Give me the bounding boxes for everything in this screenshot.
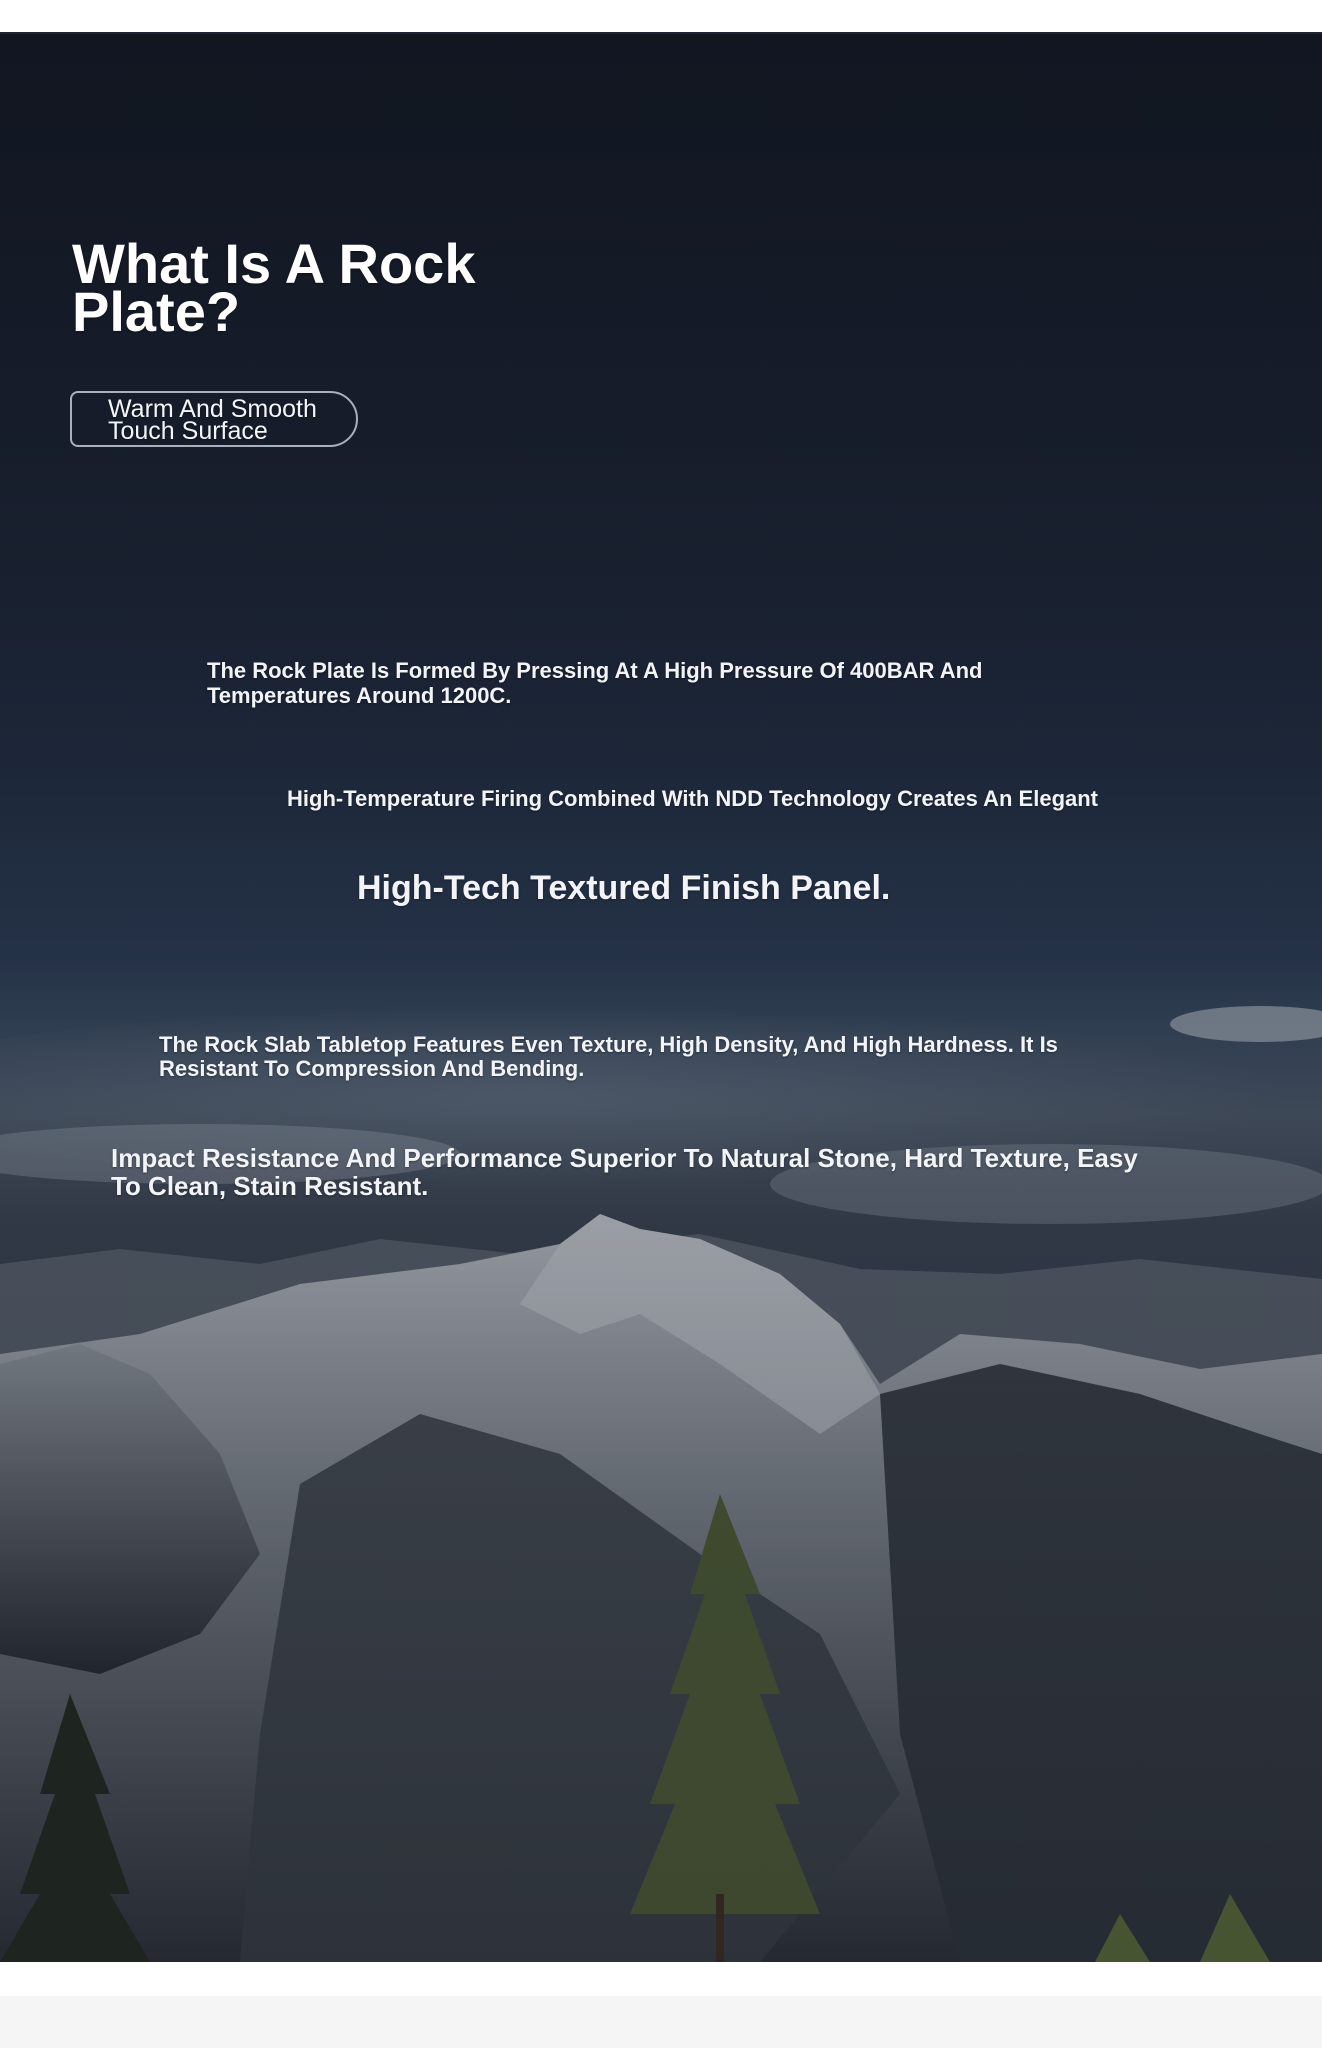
top-strip [0, 0, 1322, 34]
next-section-band [0, 1996, 1322, 2048]
page-title: What Is A Rock Plate? [72, 232, 476, 343]
description-paragraph-pressing: The Rock Plate Is Formed By Pressing At A High Pressure Of 400BAR And Temperatures Around 1200C. [207, 658, 983, 708]
description-paragraph-resistance: Impact Resistance And Performance Superior To Natural Stone, Hard Texture, Easy To Clean, Stain Resistant. [111, 1143, 1138, 1201]
section-spacer [0, 1962, 1322, 1996]
feature-pill-label: Warm And Smooth Touch Surface [108, 395, 317, 445]
description-paragraph-firing: High-Temperature Firing Combined With NDD Technology Creates An Elegant [287, 786, 1099, 811]
description-heading-finish-panel: High-Tech Textured Finish Panel. [357, 869, 891, 907]
description-paragraph-tabletop: The Rock Slab Tabletop Features Even Texture, High Density, And High Hardness. It Is Resistant To Compression And Bending. [159, 1032, 1058, 1081]
